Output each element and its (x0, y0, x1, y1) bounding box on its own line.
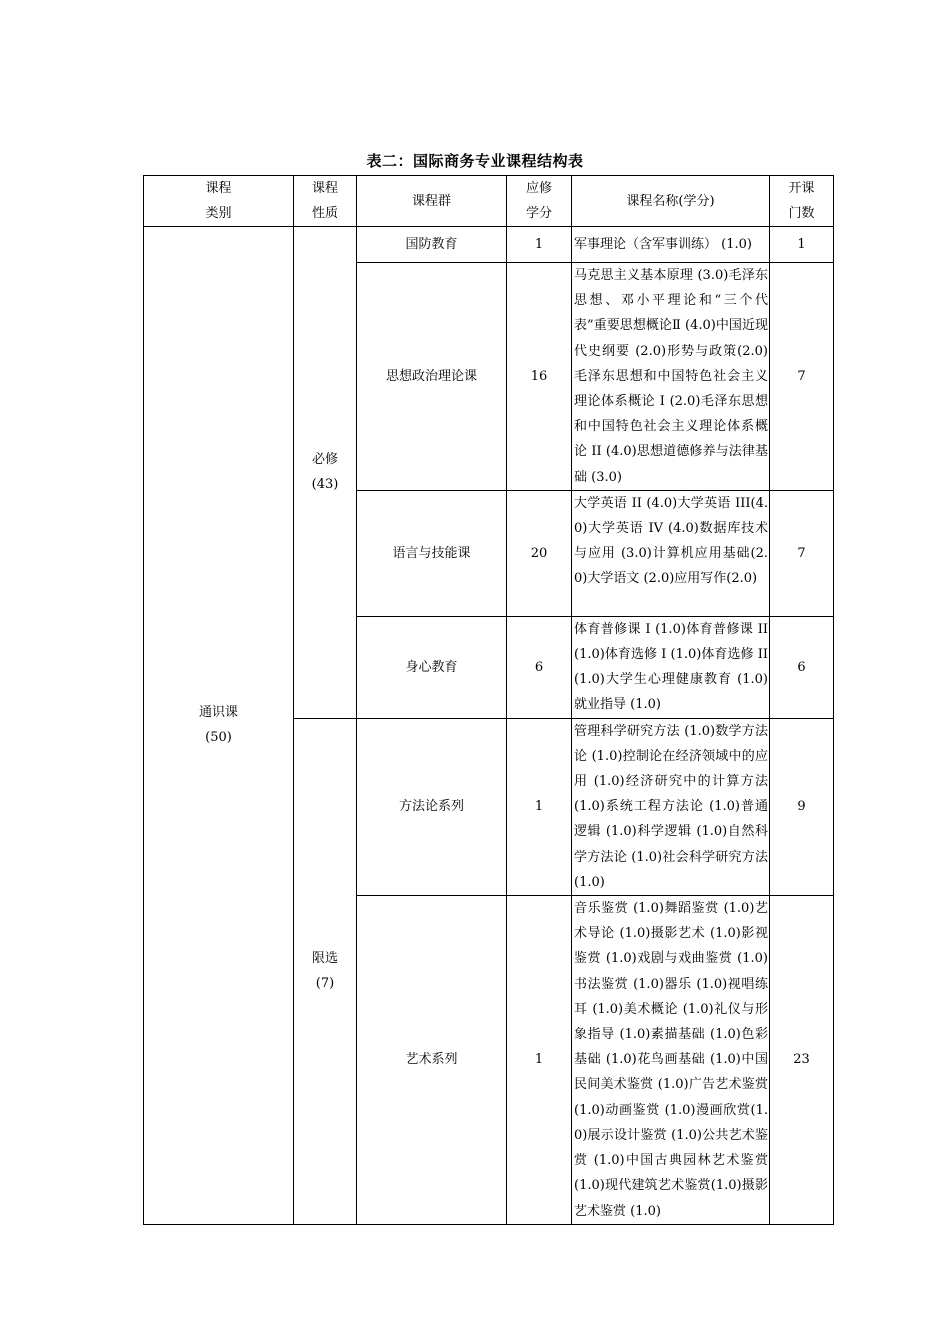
group-cell: 国防教育 (357, 227, 507, 263)
course-names-cell: 体育普修课 I (1.0)体育普修课 II(1.0)体育选修 I (1.0)体育选修 II(1.0)大学生心理健康教育 (1.0)就业指导 (1.0) (572, 616, 770, 718)
group-cell: 身心教育 (357, 616, 507, 718)
count-cell: 23 (770, 896, 834, 1225)
required-credits: (43) (311, 477, 339, 493)
category-cell (144, 227, 294, 1225)
group-cell: 艺术系列 (357, 896, 507, 1225)
credits-cell: 16 (507, 263, 572, 491)
table-row (144, 227, 834, 263)
course-structure-table (143, 175, 834, 1225)
credits-cell: 1 (507, 227, 572, 263)
group-cell: 方法论系列 (357, 718, 507, 895)
credits-cell: 6 (507, 616, 572, 718)
group-cell: 语言与技能课 (357, 490, 507, 616)
category-label: 通识课 (198, 705, 238, 721)
course-names-cell: 马克思主义基本原理 (3.0)毛泽东思想、邓小平理论和“三个代表”重要思想概论Ⅱ (4.0)中国近现代史纲要 (2.0)形势与政策(2.0)毛泽东思想和中国特色社会主义理论体系概论 I (2.0)毛泽东思想和中国特色社会主义理论体系概论 II (4.0)思想道德修养与法律基础 (3.0) (572, 263, 770, 491)
credits-cell: 1 (507, 718, 572, 895)
limited-label: 限选 (311, 951, 338, 967)
count-cell: 7 (770, 490, 834, 616)
table-title: 表二：国际商务专业课程结构表 (366, 152, 584, 170)
count-cell: 1 (770, 227, 834, 263)
course-names-cell: 军事理论（含军事训练） (1.0) (572, 227, 770, 263)
header-category: 课程 类别 (144, 176, 294, 227)
header-count: 开课 门数 (770, 176, 834, 227)
header-credits: 应修 学分 (507, 176, 572, 227)
required-cell (294, 227, 357, 719)
group-cell: 思想政治理论课 (357, 263, 507, 491)
course-names-cell: 音乐鉴赏 (1.0)舞蹈鉴赏 (1.0)艺术导论 (1.0)摄影艺术 (1.0)影视鉴赏 (1.0)戏剧与戏曲鉴赏 (1.0)书法鉴赏 (1.0)器乐 (1.0)视唱练耳 (1.0)美术概论 (1.0)礼仪与形象指导 (1.0)素描基础 (1.0)色彩基础 (1.0)花鸟画基础 (1.0)中国民间美术鉴赏 (1.0)广告艺术鉴赏 (1.0)动画鉴赏 (1.0)漫画欣赏(1.0)展示设计鉴赏 (1.0)公共艺术鉴赏 (1.0)中国古典园林艺术鉴赏 (1.0)现代建筑艺术鉴赏(1.0)摄影艺术鉴赏 (1.0) (572, 896, 770, 1225)
course-names-cell: 管理科学研究方法 (1.0)数学方法论 (1.0)控制论在经济领域中的应用 (1.0)经济研究中的计算方法 (1.0)系统工程方法论 (1.0)普通逻辑 (1.0)科学逻辑 (1.0)自然科学方法论 (1.0)社会科学研究方法 (1.0) (572, 718, 770, 895)
credits-cell: 20 (507, 490, 572, 616)
header-row (144, 176, 834, 227)
category-credits: (50) (205, 730, 232, 746)
limited-credits: (7) (315, 976, 335, 992)
count-cell: 9 (770, 718, 834, 895)
header-course-name: 课程名称(学分) (572, 176, 770, 227)
required-label: 必修 (311, 452, 338, 468)
course-names-cell: 大学英语 II (4.0)大学英语 III(4.0)大学英语 IV (4.0)数据库技术与应用 (3.0)计算机应用基础(2.0)大学语文 (2.0)应用写作(2.0) (572, 490, 770, 616)
credits-cell: 1 (507, 896, 572, 1225)
count-cell: 7 (770, 263, 834, 491)
header-nature: 课程 性质 (294, 176, 357, 227)
limited-cell (294, 718, 357, 1224)
header-group: 课程群 (357, 176, 507, 227)
count-cell: 6 (770, 616, 834, 718)
